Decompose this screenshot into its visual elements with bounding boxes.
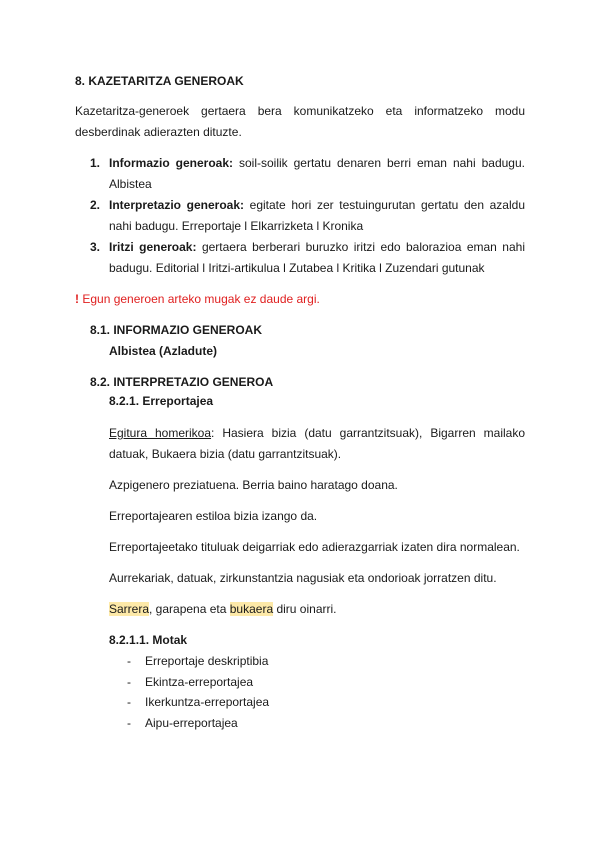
list-item-line2: badugu. Editorial l Iritzi-artikulua l Zutabea l Kritika l Zuzendari gutunak	[109, 261, 485, 275]
list-desc: egitate hori zer testuingurutan gertatu den azaldu	[249, 198, 525, 212]
subsection-sub-8-2-1: 8.2.1. Erreportajea	[109, 394, 214, 408]
list-item-line2: nahi badugu. Erreportaje l Elkarrizketa l Kronika	[109, 219, 364, 233]
list-item: Erreportaje deskriptibia	[145, 654, 269, 668]
list-number: 1.	[90, 156, 101, 170]
list-term: Informazio generoak:	[109, 156, 233, 170]
structure-text: : Hasiera bizia (datu garrantzitsuak), Bigarren mailako	[211, 426, 525, 440]
list-item-line1	[109, 197, 525, 213]
warning-note	[75, 291, 320, 307]
structure-line2: datuak, Bukaera bizia (datu garrantzitsuak).	[109, 447, 342, 461]
paragraph: Azpigenero preziatuena. Berria baino haratago doana.	[109, 478, 398, 492]
paragraph: Erreportajeetako tituluak deigarriak edo adierazgarriak izaten dira normalean.	[109, 540, 520, 554]
structure-line1	[109, 425, 525, 441]
list-desc: soil-soilik gertatu denaren berri eman nahi badugu.	[238, 156, 525, 170]
list-item: Aipu-erreportajea	[145, 716, 238, 730]
highlight-bukaera: bukaera	[229, 602, 274, 616]
paragraph: Erreportajearen estiloa bizia izango da.	[109, 509, 318, 523]
list-item-line2: Albistea	[109, 177, 152, 191]
paragraph: Aurrekariak, datuak, zirkunstantzia nagusiak eta ondorioak jorratzen ditu.	[109, 571, 497, 585]
paragraph-highlighted	[109, 601, 336, 617]
list-number: 2.	[90, 198, 101, 212]
list-item: Ikerkuntza-erreportajea	[145, 695, 270, 709]
list-item-line1	[109, 155, 525, 171]
dash-bullet: -	[127, 716, 131, 730]
subsection-sub-8-1: Albistea (Azladute)	[109, 344, 218, 358]
section-title: 8. KAZETARITZA GENEROAK	[75, 74, 244, 88]
structure-label: Egitura homerikoa	[109, 426, 212, 440]
text-span: diru oinarri.	[273, 602, 337, 616]
list-term: Iritzi generoak:	[109, 240, 197, 254]
list-item-line1	[109, 239, 525, 255]
intro-paragraph-line1: Kazetaritza-generoek gertaera bera komunikatzeko eta informatzeko modu	[75, 104, 525, 118]
text-span: , garapena eta	[149, 602, 230, 616]
intro-paragraph-line2: desberdinak adierazten dituzte.	[75, 125, 242, 139]
warning-icon: !	[75, 292, 79, 306]
dash-bullet: -	[127, 654, 131, 668]
dash-bullet: -	[127, 695, 131, 709]
highlight-sarrera: Sarrera	[109, 602, 150, 616]
motak-title: 8.2.1.1. Motak	[109, 633, 188, 647]
list-item: Ekintza-erreportajea	[145, 675, 254, 689]
subsection-title-8-2: 8.2. INTERPRETAZIO GENEROA	[90, 375, 274, 389]
list-number: 3.	[90, 240, 101, 254]
warning-text: Egun generoen arteko mugak ez daude argi.	[82, 292, 320, 306]
dash-bullet: -	[127, 675, 131, 689]
subsection-title-8-1: 8.1. INFORMAZIO GENEROAK	[90, 323, 263, 337]
list-desc: gertaera berberari buruzko iritzi edo balorazioa eman nahi	[201, 240, 525, 254]
list-term: Interpretazio generoak:	[109, 198, 245, 212]
